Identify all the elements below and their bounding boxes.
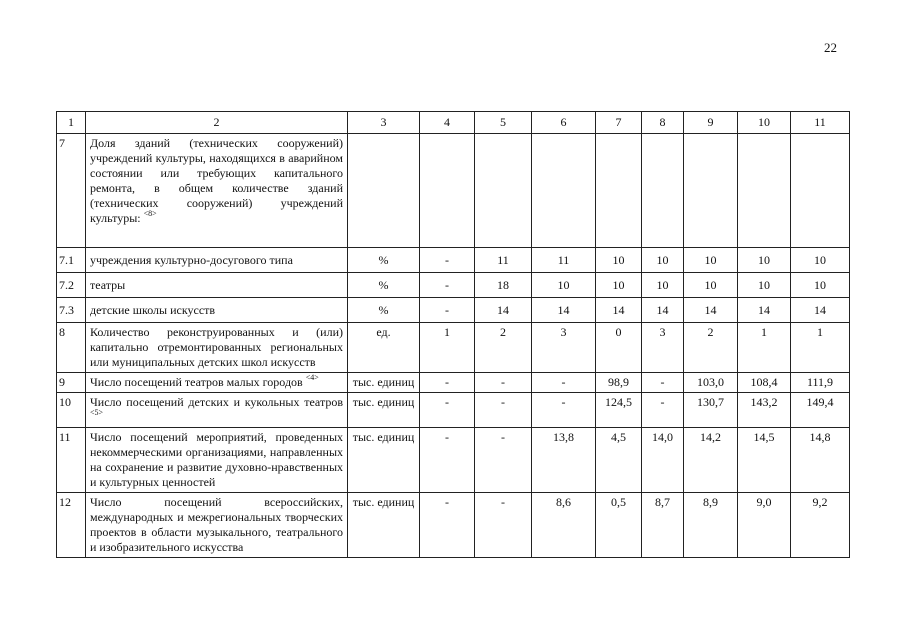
table-body [57, 134, 850, 558]
value-cell: 3 [532, 323, 596, 373]
value-cell: 1 [791, 323, 850, 373]
indicator-name-cell [86, 373, 348, 393]
unit-cell: тыс. единиц [348, 428, 420, 493]
value-cell [475, 134, 532, 248]
table-row [57, 273, 850, 298]
value-cell: 1 [738, 323, 791, 373]
value-cell: - [420, 373, 475, 393]
value-cell: 8,6 [532, 493, 596, 558]
value-cell: 14 [791, 298, 850, 323]
value-cell: - [475, 428, 532, 493]
value-cell [420, 134, 475, 248]
indicator-name: Число посещений детских и кукольных театров [90, 395, 343, 409]
value-cell: 14,8 [791, 428, 850, 493]
row-number: 7.2 [57, 273, 86, 298]
value-cell: 9,2 [791, 493, 850, 558]
value-cell: 14,2 [684, 428, 738, 493]
value-cell [642, 134, 684, 248]
value-cell: 8,7 [642, 493, 684, 558]
value-cell: 2 [475, 323, 532, 373]
table-row [57, 373, 850, 393]
value-cell: 14 [475, 298, 532, 323]
footnote-ref: <4> [305, 373, 319, 382]
value-cell: 10 [791, 248, 850, 273]
value-cell: 10 [738, 273, 791, 298]
column-header: 6 [532, 112, 596, 134]
table-row [57, 428, 850, 493]
value-cell: 10 [642, 248, 684, 273]
value-cell: - [532, 373, 596, 393]
footnote-ref: <5> [90, 408, 104, 417]
column-header: 7 [596, 112, 642, 134]
value-cell: 0,5 [596, 493, 642, 558]
indicator-name-cell [86, 134, 348, 248]
table-row [57, 493, 850, 558]
value-cell: 2 [684, 323, 738, 373]
value-cell: 10 [791, 273, 850, 298]
value-cell: 11 [532, 248, 596, 273]
value-cell [684, 134, 738, 248]
value-cell: 14,5 [738, 428, 791, 493]
row-number: 8 [57, 323, 86, 373]
value-cell: 0 [596, 323, 642, 373]
value-cell: - [475, 393, 532, 428]
value-cell: 14 [684, 298, 738, 323]
value-cell: 3 [642, 323, 684, 373]
value-cell: 8,9 [684, 493, 738, 558]
unit-cell: тыс. единиц [348, 493, 420, 558]
table-row [57, 298, 850, 323]
row-number: 12 [57, 493, 86, 558]
value-cell [791, 134, 850, 248]
unit-cell: % [348, 248, 420, 273]
page-number: 22 [824, 40, 837, 55]
value-cell: 130,7 [684, 393, 738, 428]
unit-cell: тыс. единиц [348, 373, 420, 393]
value-cell: 10 [642, 273, 684, 298]
indicator-name: Число посещений всероссийских, международных и межрегиональных творческих проектов в области музыкального, театрального и изобразительного искусства [90, 495, 343, 554]
row-number: 7.1 [57, 248, 86, 273]
row-number: 9 [57, 373, 86, 393]
value-cell: - [420, 298, 475, 323]
column-header: 8 [642, 112, 684, 134]
value-cell: 10 [738, 248, 791, 273]
column-header: 1 [57, 112, 86, 134]
indicator-name: Количество реконструированных и (или) капитально отремонтированных региональных или муниципальных детских школ искусств [90, 325, 343, 369]
indicator-name-cell [86, 428, 348, 493]
row-number: 7 [57, 134, 86, 248]
value-cell: 10 [684, 273, 738, 298]
value-cell: - [420, 273, 475, 298]
value-cell: 143,2 [738, 393, 791, 428]
unit-cell: ед. [348, 323, 420, 373]
value-cell: 10 [596, 273, 642, 298]
row-number: 7.3 [57, 298, 86, 323]
column-header: 2 [86, 112, 348, 134]
indicator-name-cell [86, 248, 348, 273]
unit-cell: % [348, 298, 420, 323]
value-cell: 149,4 [791, 393, 850, 428]
value-cell: 11 [475, 248, 532, 273]
value-cell: 18 [475, 273, 532, 298]
footnote-ref: <8> [143, 209, 157, 218]
value-cell: 98,9 [596, 373, 642, 393]
indicator-name-cell [86, 323, 348, 373]
column-header: 11 [791, 112, 850, 134]
indicator-name: Число посещений театров малых городов [90, 375, 303, 389]
value-cell: - [475, 373, 532, 393]
value-cell: 10 [684, 248, 738, 273]
table-row [57, 134, 850, 248]
indicator-name: учреждения культурно-досугового типа [90, 252, 293, 267]
value-cell: - [532, 393, 596, 428]
value-cell: - [420, 493, 475, 558]
value-cell: - [475, 493, 532, 558]
indicator-name: Доля зданий (технических сооружений) учреждений культуры, находящихся в аварийном состоянии или требующих капитального ремонта, в общем количестве зданий (технических сооружений) учреждений культуры: [90, 136, 343, 225]
column-header: 10 [738, 112, 791, 134]
value-cell: 9,0 [738, 493, 791, 558]
table-row [57, 248, 850, 273]
unit-cell [348, 134, 420, 248]
value-cell: 14 [532, 298, 596, 323]
column-header: 5 [475, 112, 532, 134]
value-cell: 10 [596, 248, 642, 273]
value-cell: 13,8 [532, 428, 596, 493]
value-cell: - [420, 248, 475, 273]
value-cell [596, 134, 642, 248]
value-cell: 4,5 [596, 428, 642, 493]
indicators-table [56, 111, 850, 558]
column-header: 3 [348, 112, 420, 134]
indicator-name: детские школы искусств [90, 302, 216, 317]
value-cell: - [420, 393, 475, 428]
value-cell: - [642, 373, 684, 393]
unit-cell: % [348, 273, 420, 298]
value-cell: 108,4 [738, 373, 791, 393]
value-cell: 14 [642, 298, 684, 323]
table-row [57, 323, 850, 373]
row-number: 11 [57, 428, 86, 493]
value-cell [532, 134, 596, 248]
value-cell [738, 134, 791, 248]
indicator-name: Число посещений мероприятий, проведенных некоммерческими организациями, направленных на сохранение и развитие духовно-нравственных и культурных ценностей [90, 430, 343, 489]
indicators-table-wrap [56, 111, 850, 558]
value-cell: 124,5 [596, 393, 642, 428]
value-cell: 14 [738, 298, 791, 323]
value-cell: 111,9 [791, 373, 850, 393]
indicator-name-cell [86, 493, 348, 558]
value-cell: 10 [532, 273, 596, 298]
unit-cell: тыс. единиц [348, 393, 420, 428]
indicator-name-cell [86, 393, 348, 428]
value-cell: 14 [596, 298, 642, 323]
value-cell: 103,0 [684, 373, 738, 393]
row-number: 10 [57, 393, 86, 428]
indicator-name-cell [86, 298, 348, 323]
column-header: 4 [420, 112, 475, 134]
header-row [57, 112, 850, 134]
value-cell: 14,0 [642, 428, 684, 493]
value-cell: - [420, 428, 475, 493]
indicator-name-cell [86, 273, 348, 298]
value-cell: - [642, 393, 684, 428]
column-header: 9 [684, 112, 738, 134]
indicator-name: театры [90, 277, 126, 292]
value-cell: 1 [420, 323, 475, 373]
table-row [57, 393, 850, 428]
